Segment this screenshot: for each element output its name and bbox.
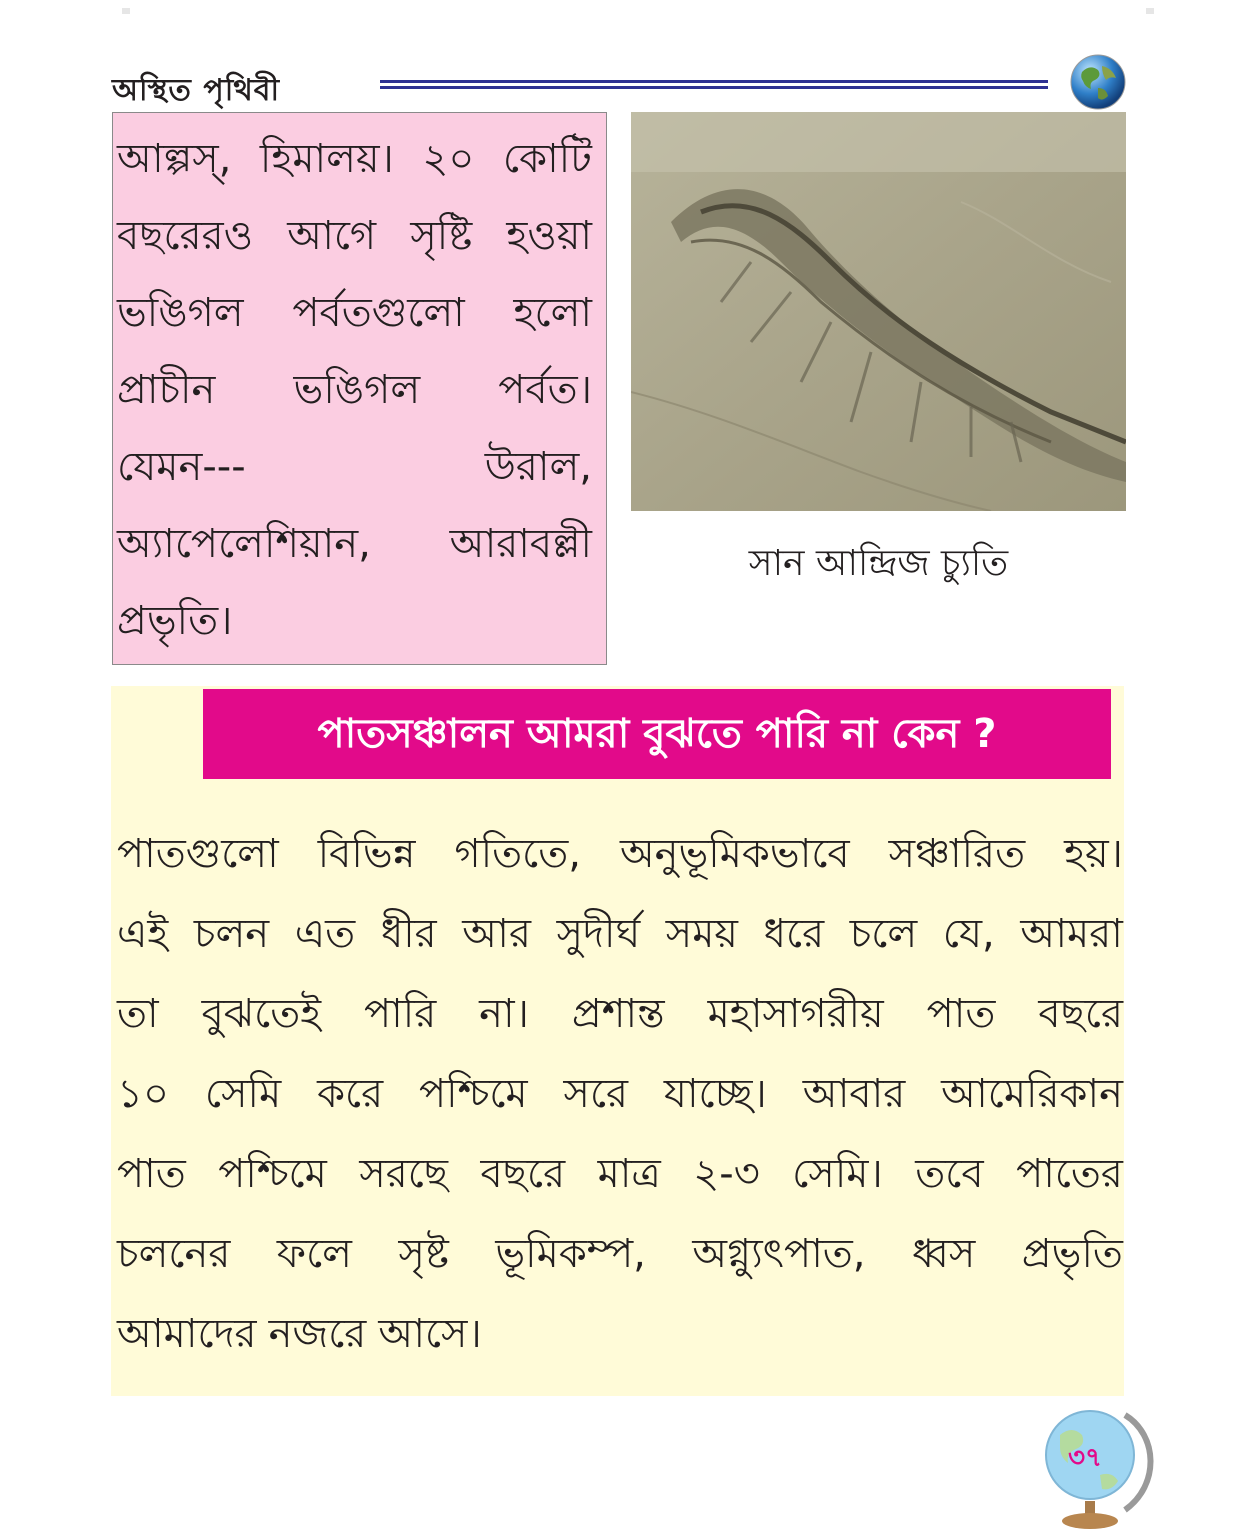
- text-line: [117, 121, 592, 198]
- word: সৃষ্টি: [410, 213, 473, 259]
- word: করে: [317, 1071, 384, 1117]
- text-line: [117, 429, 592, 506]
- text-line: [117, 1222, 1123, 1289]
- word: ভঙিগল: [117, 290, 244, 336]
- word: ধরে: [763, 911, 825, 957]
- word: আবার: [802, 1071, 906, 1117]
- word: এই: [117, 911, 169, 957]
- text-line: [117, 982, 1123, 1049]
- word: সরছে: [359, 1151, 449, 1197]
- word: প্রশান্ত: [571, 991, 665, 1037]
- word: যে,: [942, 911, 995, 957]
- word: আরাবল্লী: [449, 521, 592, 567]
- word: প্রভৃতি: [1021, 1231, 1123, 1277]
- word: পর্বত।: [498, 367, 592, 413]
- text-line: [117, 275, 592, 352]
- fault-photo: [631, 112, 1126, 511]
- page-number: ৩৭: [1068, 1443, 1102, 1473]
- word: যেমন---: [117, 444, 246, 490]
- text-line: [117, 198, 592, 275]
- word: হলো: [513, 290, 592, 336]
- text-line: [117, 506, 592, 583]
- word: ধীর: [380, 911, 437, 957]
- word: পারি: [364, 991, 437, 1037]
- word: আগে: [287, 213, 377, 259]
- word: চলনের: [117, 1231, 231, 1277]
- photo-caption: সান আন্দ্রিজ চ্যুতি: [748, 543, 1009, 584]
- chapter-title: অস্থিত পৃথিবী: [112, 73, 281, 108]
- globe-icon: [1068, 52, 1128, 112]
- word: না।: [479, 991, 529, 1037]
- word: চলে: [849, 911, 918, 957]
- word: আল্পস্,: [117, 136, 232, 182]
- word: বিভিন্ন: [317, 831, 416, 877]
- word: ২০: [422, 136, 475, 182]
- word: অ্যাপেলেশিয়ান,: [117, 521, 371, 567]
- word: বছরে: [1038, 991, 1123, 1037]
- word: বছরেরও: [117, 213, 254, 259]
- word: আমাদের: [117, 1311, 257, 1357]
- word: সরে: [563, 1071, 629, 1117]
- word: তবে: [915, 1151, 984, 1197]
- word: সেমি: [204, 1071, 282, 1117]
- word: ভূমিকম্প,: [495, 1231, 646, 1277]
- word: নজরে: [268, 1311, 367, 1357]
- word: আমরা: [1020, 911, 1123, 957]
- word: অনুভূমিকভাবে: [619, 831, 850, 877]
- word: বছরে: [480, 1151, 566, 1197]
- word: হয়।: [1064, 831, 1123, 877]
- text-line: [117, 1142, 1123, 1209]
- word: সঞ্চারিত: [888, 831, 1026, 877]
- word: প্রভৃতি।: [117, 598, 233, 644]
- word: পর্বতগুলো: [292, 290, 465, 336]
- word: গতিতে,: [454, 831, 581, 877]
- info-box: [112, 112, 607, 665]
- text-line: [117, 583, 592, 660]
- text-line: [117, 822, 1123, 889]
- text-line: [117, 902, 1123, 969]
- word: সময়: [665, 911, 738, 957]
- word: অগ্ন্যুৎপাত,: [692, 1231, 866, 1277]
- word: চলন: [193, 911, 270, 957]
- word: মহাসাগরীয়: [707, 991, 884, 1037]
- word: পশ্চিমে: [419, 1071, 528, 1117]
- word: এত: [294, 911, 356, 957]
- corner-mark: [1146, 8, 1154, 14]
- word: পশ্চিমে: [218, 1151, 327, 1197]
- word: যাচ্ছে।: [663, 1071, 767, 1117]
- text-line: [117, 352, 592, 429]
- section-heading: পাতসঞ্চালন আমরা বুঝতে পারি না কেন ?: [203, 689, 1111, 779]
- word: আসে।: [378, 1311, 482, 1357]
- word: সুদীর্ঘ: [556, 911, 641, 957]
- word: আমেরিকান: [941, 1071, 1123, 1117]
- word: ফলে: [276, 1231, 352, 1277]
- word: ১০: [117, 1071, 169, 1117]
- word: কোটি: [502, 136, 592, 182]
- word: সৃষ্ট: [398, 1231, 449, 1277]
- word: মাত্র: [597, 1151, 661, 1197]
- word: পাতের: [1016, 1151, 1123, 1197]
- word: পাত: [926, 991, 996, 1037]
- word: ভঙিগল: [293, 367, 421, 413]
- word: তা: [117, 991, 159, 1037]
- text-line: [117, 1302, 1123, 1369]
- word: পাতগুলো: [117, 831, 279, 877]
- word: ধ্বস: [912, 1231, 976, 1277]
- word: উরাল,: [484, 444, 592, 490]
- word: ২-৩: [693, 1151, 760, 1197]
- header-rule: [380, 80, 1048, 89]
- word: সেমি।: [792, 1151, 883, 1197]
- word: হিমালয়।: [259, 136, 394, 182]
- word: পাত: [117, 1151, 186, 1197]
- word: আর: [462, 911, 531, 957]
- word: প্রাচীন: [117, 367, 216, 413]
- word: হওয়া: [506, 213, 592, 259]
- word: বুঝতেই: [201, 991, 322, 1037]
- corner-mark: [122, 8, 130, 14]
- text-line: [117, 1062, 1123, 1129]
